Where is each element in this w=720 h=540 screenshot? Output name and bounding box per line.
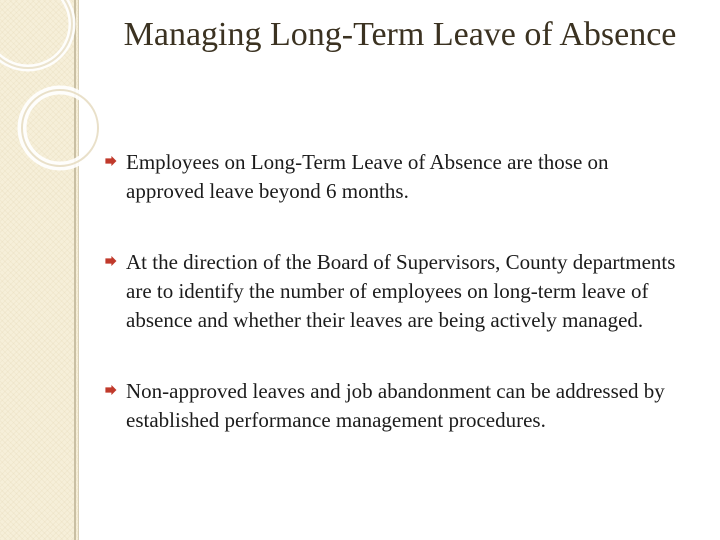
bullet-text: Non-approved leaves and job abandonment can be addressed by established performance management procedures. xyxy=(126,379,665,432)
bullet-list xyxy=(104,148,684,435)
bullet-item xyxy=(104,148,684,206)
bullet-text: At the direction of the Board of Supervisors, County departments are to identify the number of employees on long-term leave of absence and whether their leaves are being actively managed. xyxy=(126,250,676,332)
arrow-right-icon xyxy=(104,383,118,397)
bullet-text: Employees on Long-Term Leave of Absence are those on approved leave beyond 6 months. xyxy=(126,150,609,203)
arrow-right-icon xyxy=(104,254,118,268)
arrow-right-icon xyxy=(104,154,118,168)
bullet-item xyxy=(104,377,684,435)
slide-title: Managing Long-Term Leave of Absence xyxy=(123,16,677,53)
bullet-item xyxy=(104,248,684,335)
